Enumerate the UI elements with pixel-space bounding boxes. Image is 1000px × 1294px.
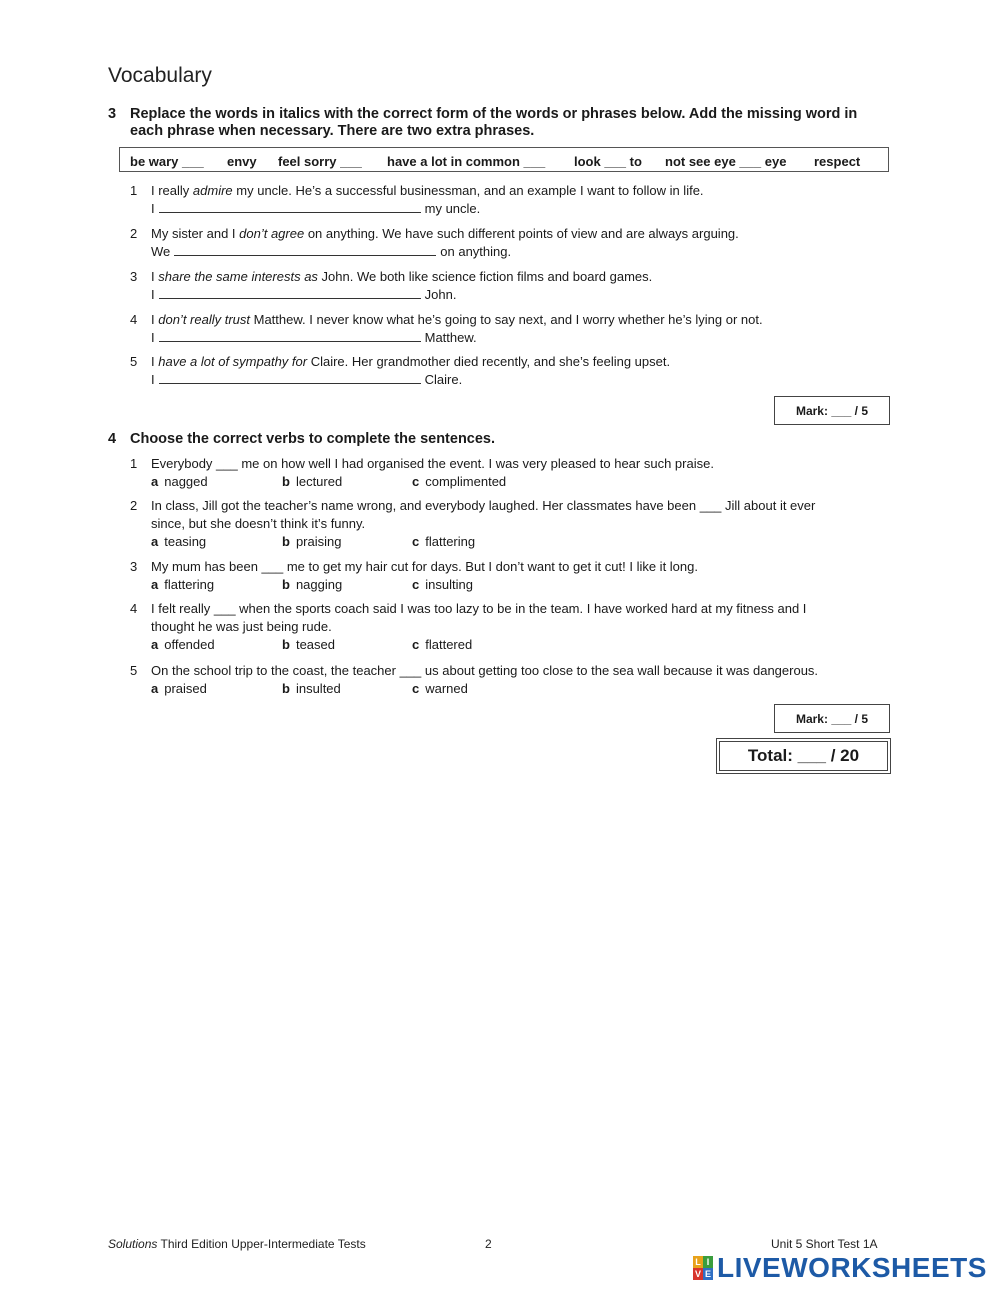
answer-blank[interactable] xyxy=(159,200,421,213)
logo-letter-tile: L xyxy=(693,1256,703,1268)
option-letter: c xyxy=(412,637,420,652)
option-letter: a xyxy=(151,474,159,489)
option-text: praising xyxy=(295,534,342,549)
option-text: warned xyxy=(425,681,468,696)
sentence-text: my uncle. He’s a successful businessman, and an example I want to follow in life. xyxy=(232,183,704,198)
option-letter: c xyxy=(412,681,420,696)
option-c[interactable] xyxy=(412,577,473,592)
answer-blank[interactable] xyxy=(159,329,421,342)
option-text: teased xyxy=(295,637,335,652)
item-number: 2 xyxy=(130,226,138,241)
liveworksheets-logo[interactable] xyxy=(693,1253,987,1283)
logo-text: LIVEWORKSHEETS xyxy=(717,1252,987,1283)
option-text: flattering xyxy=(164,577,215,592)
option-b[interactable] xyxy=(282,637,335,652)
footer-book-title xyxy=(108,1237,366,1251)
item-number: 2 xyxy=(130,498,138,513)
item-sentence xyxy=(151,225,871,243)
option-text: flattering xyxy=(425,534,476,549)
mark-box-q4: Mark: ___ / 5 xyxy=(774,704,890,733)
sentence-text: I xyxy=(151,354,159,369)
option-letter: c xyxy=(412,534,420,549)
answer-suffix: my uncle. xyxy=(424,201,481,216)
italic-phrase: don’t agree xyxy=(239,226,305,241)
option-c[interactable] xyxy=(412,474,506,489)
option-c[interactable] xyxy=(412,681,468,696)
option-letter: b xyxy=(282,534,290,549)
sentence-text: I xyxy=(151,312,159,327)
option-text: offended xyxy=(164,637,215,652)
sentence-text: I xyxy=(151,269,159,284)
item-number: 3 xyxy=(130,559,138,574)
option-text: lectured xyxy=(295,474,343,489)
option-a[interactable] xyxy=(151,534,206,549)
answer-blank[interactable] xyxy=(159,371,421,384)
option-a[interactable] xyxy=(151,474,208,489)
item-number: 5 xyxy=(130,354,138,369)
sentence-text: Claire. Her grandmother died recently, and she’s feeling upset. xyxy=(307,354,671,369)
option-letter: b xyxy=(282,681,290,696)
answer-blank[interactable] xyxy=(159,286,421,299)
option-text: teasing xyxy=(164,534,207,549)
question-instruction: Replace the words in italics with the correct form of the words or phrases below. Add the missing word in each phrase when necessary. There are two extra phrases. xyxy=(130,106,858,139)
option-b[interactable] xyxy=(282,474,342,489)
option-a[interactable] xyxy=(151,681,207,696)
option-text: insulted xyxy=(295,681,341,696)
word-bank-item: have a lot in common ___ xyxy=(387,154,546,169)
item-number: 1 xyxy=(130,183,138,198)
answer-line xyxy=(151,329,871,347)
word-bank-item: not see eye ___ eye xyxy=(665,154,787,169)
option-text: nagging xyxy=(295,577,343,592)
option-letter: a xyxy=(151,637,159,652)
word-bank-item: feel sorry ___ xyxy=(278,154,362,169)
option-letter: b xyxy=(282,577,290,592)
answer-suffix: Matthew. xyxy=(424,330,477,345)
item-number: 3 xyxy=(130,269,138,284)
answer-prefix: I xyxy=(151,330,155,345)
option-letter: a xyxy=(151,534,159,549)
option-letter: a xyxy=(151,681,159,696)
item-sentence xyxy=(151,268,871,286)
option-c[interactable] xyxy=(412,637,472,652)
question-number: 4 xyxy=(108,431,117,447)
word-bank-item: respect xyxy=(814,154,861,169)
answer-prefix: We xyxy=(151,244,171,259)
answer-prefix: I xyxy=(151,372,155,387)
option-text: praised xyxy=(164,681,207,696)
answer-prefix: I xyxy=(151,201,155,216)
answer-suffix: on anything. xyxy=(440,244,512,259)
sentence-text: My sister and I xyxy=(151,226,240,241)
sentence-text: John. We both like science fiction films and board games. xyxy=(317,269,653,284)
answer-line xyxy=(151,371,871,389)
word-bank-item: envy xyxy=(227,154,257,169)
option-a[interactable] xyxy=(151,637,215,652)
option-text: flattered xyxy=(425,637,473,652)
item-sentence: I felt really ___ when the sports coach said I was too lazy to be in the team. I have worked hard at my fitness and I xyxy=(151,601,807,616)
book-title-rest: Third Edition Upper-Intermediate Tests xyxy=(157,1237,366,1251)
option-a[interactable] xyxy=(151,577,214,592)
item-sentence xyxy=(151,311,871,329)
word-bank-item: look ___ to xyxy=(574,154,642,169)
answer-line xyxy=(151,243,871,261)
item-sentence-cont: thought he was just being rude. xyxy=(151,619,332,634)
sentence-text: on anything. We have such different points of view and are always arguing. xyxy=(304,226,739,241)
option-letter: c xyxy=(412,474,420,489)
logo-letter-tile: I xyxy=(703,1256,713,1268)
question-instruction: Choose the correct verbs to complete the sentences. xyxy=(130,431,496,447)
question-number: 3 xyxy=(108,106,117,122)
answer-blank[interactable] xyxy=(174,243,436,256)
option-c[interactable] xyxy=(412,534,475,549)
italic-phrase: don’t really trust xyxy=(158,312,250,327)
item-sentence: In class, Jill got the teacher’s name wrong, and everybody laughed. Her classmates have been ___ Jill about it ever xyxy=(151,498,816,513)
option-text: nagged xyxy=(164,474,208,489)
item-number: 4 xyxy=(130,312,138,327)
answer-suffix: John. xyxy=(424,287,457,302)
item-sentence-cont: since, but she doesn’t think it’s funny. xyxy=(151,516,366,531)
book-title-italic: Solutions xyxy=(108,1237,158,1251)
total-box xyxy=(716,738,891,774)
footer-page-number: 2 xyxy=(485,1237,492,1251)
item-number: 1 xyxy=(130,456,138,471)
item-sentence: On the school trip to the coast, the teacher ___ us about getting too close to the sea wall because it was dangerous. xyxy=(151,663,819,678)
footer-test-name: Unit 5 Short Test 1A xyxy=(771,1237,878,1251)
total-score: Total: ___ / 20 xyxy=(719,741,888,771)
option-letter: a xyxy=(151,577,159,592)
answer-line xyxy=(151,200,871,218)
mark-box-q3: Mark: ___ / 5 xyxy=(774,396,890,425)
option-b[interactable] xyxy=(282,577,342,592)
option-letter: b xyxy=(282,474,290,489)
option-b[interactable] xyxy=(282,681,341,696)
item-number: 4 xyxy=(130,601,138,616)
option-text: insulting xyxy=(425,577,473,592)
item-sentence: Everybody ___ me on how well I had organised the event. I was very pleased to hear such praise. xyxy=(151,456,714,471)
logo-letter-tile: E xyxy=(704,1269,711,1279)
logo-letter-tile: V xyxy=(694,1269,701,1279)
item-sentence: My mum has been ___ me to get my hair cut for days. But I don’t want to get it cut! I like it long. xyxy=(151,559,698,574)
logo-mark-icon xyxy=(693,1256,713,1280)
italic-phrase: admire xyxy=(192,183,233,198)
italic-phrase: have a lot of sympathy for xyxy=(158,354,308,369)
section-title: Vocabulary xyxy=(108,64,212,87)
option-b[interactable] xyxy=(282,534,341,549)
sentence-text: I really xyxy=(151,183,193,198)
item-sentence xyxy=(151,182,871,200)
answer-suffix: Claire. xyxy=(424,372,463,387)
word-bank xyxy=(119,147,889,172)
option-text: complimented xyxy=(425,474,507,489)
item-number: 5 xyxy=(130,663,138,678)
option-letter: c xyxy=(412,577,420,592)
sentence-text: Matthew. I never know what he’s going to say next, and I worry whether he’s lying or not. xyxy=(250,312,763,327)
item-sentence xyxy=(151,353,871,371)
italic-phrase: share the same interests as xyxy=(158,269,318,284)
answer-line xyxy=(151,286,871,304)
word-bank-item: be wary ___ xyxy=(130,154,204,169)
option-letter: b xyxy=(282,637,290,652)
answer-prefix: I xyxy=(151,287,155,302)
